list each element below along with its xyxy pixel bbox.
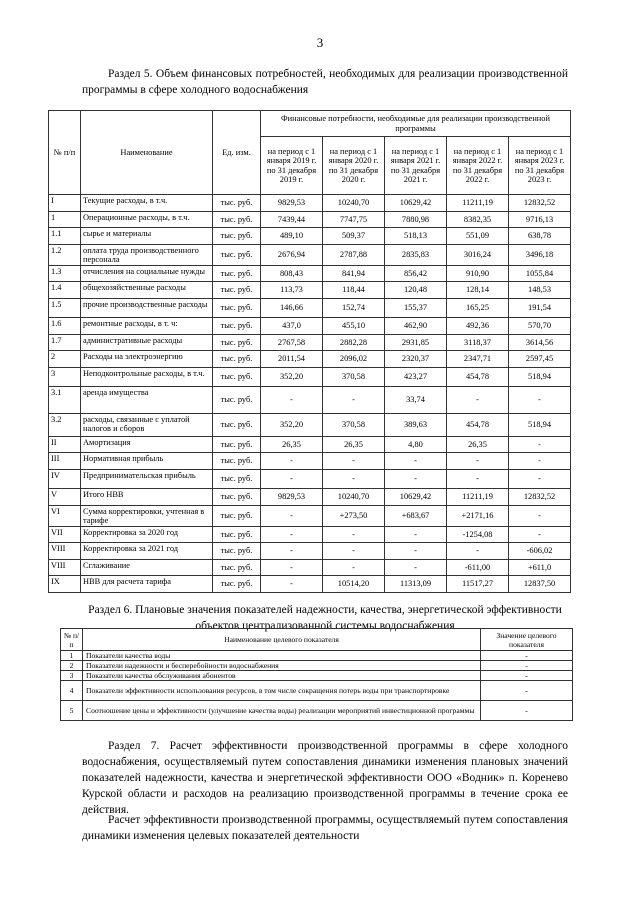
row-value: 841,94 xyxy=(323,265,385,282)
row-value: - xyxy=(323,453,385,470)
section6-title: Раздел 6. Плановые значения показателей надежности, качества, энергетической эффективности объектов централизованной системы водоснабжения xyxy=(88,604,562,632)
row-value: 10240,70 xyxy=(323,195,385,212)
row-name: Корректировка за 2020 год xyxy=(81,526,213,543)
row-value: 7747,75 xyxy=(323,211,385,228)
row-value: 551,09 xyxy=(447,228,509,245)
row-unit: тыс. руб. xyxy=(213,526,261,543)
row-name: Текущие расходы, в т.ч. xyxy=(81,195,213,212)
row-value: 3496,18 xyxy=(509,244,571,265)
row-value: - xyxy=(447,453,509,470)
row-value: - xyxy=(385,469,447,488)
row-value: - xyxy=(481,651,573,661)
row-unit: тыс. руб. xyxy=(213,386,261,413)
table-row xyxy=(49,298,571,317)
row-value: 1055,84 xyxy=(509,265,571,282)
row-name: Предпринимательская прибыль xyxy=(81,469,213,488)
row-number: 1.7 xyxy=(49,334,81,351)
row-unit: тыс. руб. xyxy=(213,334,261,351)
row-value: - xyxy=(261,526,323,543)
row-number: IX xyxy=(49,576,81,593)
row-value: 7880,98 xyxy=(385,211,447,228)
row-value: 148,53 xyxy=(509,282,571,299)
table-row xyxy=(61,651,573,661)
row-number: 1.4 xyxy=(49,282,81,299)
row-value: - xyxy=(323,386,385,413)
row-value: - xyxy=(481,671,573,681)
table-row xyxy=(49,576,571,593)
row-value: - xyxy=(447,543,509,560)
row-value: 8382,35 xyxy=(447,211,509,228)
row-value: +273,50 xyxy=(323,505,385,526)
row-name: общехозяйственные расходы xyxy=(81,282,213,299)
row-value: 370,58 xyxy=(323,367,385,386)
row-value: - xyxy=(481,661,573,671)
row-value: 11211,19 xyxy=(447,488,509,505)
table-row xyxy=(49,543,571,560)
table-row xyxy=(49,386,571,413)
row-unit: тыс. руб. xyxy=(213,367,261,386)
row-value: 518,94 xyxy=(509,367,571,386)
row-unit: тыс. руб. xyxy=(213,413,261,436)
table-row xyxy=(49,282,571,299)
row-unit: тыс. руб. xyxy=(213,244,261,265)
row-unit: тыс. руб. xyxy=(213,436,261,453)
row-value: - xyxy=(509,386,571,413)
row-value: 10240,70 xyxy=(323,488,385,505)
row-value: 10629,42 xyxy=(385,488,447,505)
row-value: - xyxy=(261,576,323,593)
row-value: - xyxy=(323,469,385,488)
table-row xyxy=(49,453,571,470)
row-name: Итого НВВ xyxy=(81,488,213,505)
table-row xyxy=(49,334,571,351)
table-row xyxy=(49,505,571,526)
row-name: Операционные расходы, в т.ч. xyxy=(81,211,213,228)
row-number: 3 xyxy=(49,367,81,386)
row-number: V xyxy=(49,488,81,505)
row-number: VI xyxy=(49,505,81,526)
row-value: 11313,09 xyxy=(385,576,447,593)
section5-title: Раздел 5. Объем финансовых потребностей, необходимых для реализации производственной программы в сфере холодного водоснабжения xyxy=(82,68,568,96)
row-value: 370,58 xyxy=(323,413,385,436)
row-value: 856,42 xyxy=(385,265,447,282)
row-number: 3.1 xyxy=(49,386,81,413)
row-value: 2767,58 xyxy=(261,334,323,351)
row-value: 808,43 xyxy=(261,265,323,282)
row-name: Показатели качества обслуживания абонентов xyxy=(83,671,481,681)
row-value: 423,27 xyxy=(385,367,447,386)
row-value: 2096,02 xyxy=(323,351,385,368)
row-value: 33,74 xyxy=(385,386,447,413)
row-value: 3614,56 xyxy=(509,334,571,351)
row-value: 191,54 xyxy=(509,298,571,317)
row-value: - xyxy=(509,505,571,526)
row-name: Показатели эффективности использования ресурсов, в том числе сокращения потерь воды при транспортировке xyxy=(83,681,481,701)
table-row xyxy=(49,436,571,453)
row-number: 1.3 xyxy=(49,265,81,282)
row-number: VIII xyxy=(49,559,81,576)
col-header-period: на период с 1 января 2023 г. по 31 декабря 2023 г. xyxy=(509,137,571,195)
row-name: Сглаживание xyxy=(81,559,213,576)
row-name: Амортизация xyxy=(81,436,213,453)
row-value: 2011,54 xyxy=(261,351,323,368)
row-value: 509,37 xyxy=(323,228,385,245)
row-value: - xyxy=(509,526,571,543)
table-row xyxy=(49,559,571,576)
row-value: - xyxy=(261,453,323,470)
col-header-num: № п/п xyxy=(61,629,83,651)
table-row xyxy=(61,661,573,671)
row-value: 9829,53 xyxy=(261,195,323,212)
table-row xyxy=(49,413,571,436)
table-row xyxy=(61,701,573,721)
row-value: 518,94 xyxy=(509,413,571,436)
row-value: 152,74 xyxy=(323,298,385,317)
row-value: - xyxy=(323,526,385,543)
row-value: 2931,85 xyxy=(385,334,447,351)
row-value: - xyxy=(481,681,573,701)
row-value: - xyxy=(447,386,509,413)
col-header-group: Финансовые потребности, необходимые для реализации производственной программы xyxy=(261,111,571,137)
row-number: III xyxy=(49,453,81,470)
row-value: - xyxy=(261,386,323,413)
row-value: 26,35 xyxy=(447,436,509,453)
row-value: 9829,53 xyxy=(261,488,323,505)
row-number: 1.5 xyxy=(49,298,81,317)
row-number: II xyxy=(49,436,81,453)
table-row xyxy=(49,195,571,212)
section7-paragraph: Раздел 7. Расчет эффективности производственной программы в сфере холодного водоснабжения, осуществляемый путем сопоставления динамики изменения плановых значений показателей надежности, качества и энергетической эффективности ООО «Водник» п. Коренево Курской области и расходов на реализацию производственной программы в течение срока ее действия. xyxy=(82,740,568,816)
row-value: 489,10 xyxy=(261,228,323,245)
row-unit: тыс. руб. xyxy=(213,488,261,505)
row-unit: тыс. руб. xyxy=(213,559,261,576)
section7-paragraph-2: Расчет эффективности производственной программы, осуществляемый путем сопоставления динамики изменения целевых показателей деятельности xyxy=(82,814,568,842)
row-value: 389,63 xyxy=(385,413,447,436)
row-value: 454,78 xyxy=(447,367,509,386)
row-value: +2171,16 xyxy=(447,505,509,526)
row-name: аренда имущества xyxy=(81,386,213,413)
row-unit: тыс. руб. xyxy=(213,576,261,593)
row-value: - xyxy=(261,559,323,576)
table-row xyxy=(49,469,571,488)
row-value: +683,67 xyxy=(385,505,447,526)
row-value: 12832,52 xyxy=(509,195,571,212)
table-row xyxy=(49,228,571,245)
row-value: 155,37 xyxy=(385,298,447,317)
row-name: отчисления на социальные нужды xyxy=(81,265,213,282)
row-value: 2320,37 xyxy=(385,351,447,368)
row-value: 455,10 xyxy=(323,317,385,334)
financial-needs-table xyxy=(48,110,571,593)
row-value: - xyxy=(385,453,447,470)
row-value: 352,20 xyxy=(261,413,323,436)
row-number: 4 xyxy=(61,681,83,701)
row-value: 26,35 xyxy=(261,436,323,453)
row-number: I xyxy=(49,195,81,212)
row-name: Соотношение цены и эффективности (улучшение качества воды) реализации мероприятий инвестиционной программы xyxy=(83,701,481,721)
row-name: Показатели надежности и бесперебойности водоснабжения xyxy=(83,661,481,671)
table-row xyxy=(49,526,571,543)
row-value: 454,78 xyxy=(447,413,509,436)
row-unit: тыс. руб. xyxy=(213,543,261,560)
table-row xyxy=(49,351,571,368)
row-value: 2347,71 xyxy=(447,351,509,368)
row-value: 570,70 xyxy=(509,317,571,334)
row-value: 638,78 xyxy=(509,228,571,245)
row-value: 118,44 xyxy=(323,282,385,299)
row-unit: тыс. руб. xyxy=(213,228,261,245)
row-value: 2835,83 xyxy=(385,244,447,265)
row-name: Неподконтрольные расходы, в т.ч. xyxy=(81,367,213,386)
table-row xyxy=(49,367,571,386)
row-value: 11211,19 xyxy=(447,195,509,212)
row-value: 146,66 xyxy=(261,298,323,317)
row-value: 437,0 xyxy=(261,317,323,334)
row-name: Корректировка за 2021 год xyxy=(81,543,213,560)
row-name: Нормативная прибыль xyxy=(81,453,213,470)
row-unit: тыс. руб. xyxy=(213,265,261,282)
row-value: -1254,08 xyxy=(447,526,509,543)
row-value: - xyxy=(509,453,571,470)
row-value: 113,73 xyxy=(261,282,323,299)
row-unit: тыс. руб. xyxy=(213,298,261,317)
row-number: 3.2 xyxy=(49,413,81,436)
row-value: - xyxy=(481,701,573,721)
row-unit: тыс. руб. xyxy=(213,282,261,299)
row-name: Показатели качества воды xyxy=(83,651,481,661)
table-row xyxy=(61,681,573,701)
row-name: НВВ для расчета тарифа xyxy=(81,576,213,593)
col-header-value: Значение целевого показателя xyxy=(481,629,573,651)
row-unit: тыс. руб. xyxy=(213,505,261,526)
row-name: ремонтные расходы, в т. ч: xyxy=(81,317,213,334)
table-row xyxy=(61,671,573,681)
row-value: - xyxy=(261,505,323,526)
row-value: 10514,20 xyxy=(323,576,385,593)
table-row xyxy=(49,488,571,505)
col-header-name: Наименование целевого показателя xyxy=(83,629,481,651)
row-number: 1 xyxy=(49,211,81,228)
row-number: VII xyxy=(49,526,81,543)
row-value: - xyxy=(261,469,323,488)
row-name: оплата труда производственного персонала xyxy=(81,244,213,265)
row-unit: тыс. руб. xyxy=(213,211,261,228)
col-header-num: № п/п xyxy=(49,111,81,195)
row-name: Сумма корректировки, учтенная в тарифе xyxy=(81,505,213,526)
row-number: 2 xyxy=(61,661,83,671)
row-unit: тыс. руб. xyxy=(213,351,261,368)
row-unit: тыс. руб. xyxy=(213,317,261,334)
row-value: 12832,52 xyxy=(509,488,571,505)
row-value: - xyxy=(509,436,571,453)
row-value: 10629,42 xyxy=(385,195,447,212)
row-name: сырье и материалы xyxy=(81,228,213,245)
row-value: -606,02 xyxy=(509,543,571,560)
target-indicators-table xyxy=(60,628,573,721)
table-row xyxy=(49,317,571,334)
page-number: 3 xyxy=(316,35,324,50)
col-header-period: на период с 1 января 2019 г. по 31 декабря 2019 г. xyxy=(261,137,323,195)
row-value: - xyxy=(261,543,323,560)
row-value: - xyxy=(385,559,447,576)
row-number: IV xyxy=(49,469,81,488)
row-value: 3118,37 xyxy=(447,334,509,351)
table-row xyxy=(49,265,571,282)
row-number: 1.2 xyxy=(49,244,81,265)
row-value: - xyxy=(447,469,509,488)
row-value: 2676,94 xyxy=(261,244,323,265)
row-value: 120,48 xyxy=(385,282,447,299)
row-value: 2787,88 xyxy=(323,244,385,265)
row-value: 910,90 xyxy=(447,265,509,282)
row-name: Расходы на электроэнергию xyxy=(81,351,213,368)
row-value: - xyxy=(509,469,571,488)
row-value: - xyxy=(323,559,385,576)
row-value: 2882,28 xyxy=(323,334,385,351)
row-value: 4,80 xyxy=(385,436,447,453)
row-number: 1.1 xyxy=(49,228,81,245)
row-name: прочие производственные расходы xyxy=(81,298,213,317)
row-number: 1.6 xyxy=(49,317,81,334)
row-number: 2 xyxy=(49,351,81,368)
row-unit: тыс. руб. xyxy=(213,469,261,488)
col-header-period: на период с 1 января 2021 г. по 31 декабря 2021 г. xyxy=(385,137,447,195)
row-value: 2597,45 xyxy=(509,351,571,368)
row-unit: тыс. руб. xyxy=(213,453,261,470)
row-value: 7439,44 xyxy=(261,211,323,228)
row-value: 518,13 xyxy=(385,228,447,245)
table-row xyxy=(49,244,571,265)
row-number: VIII xyxy=(49,543,81,560)
row-value: - xyxy=(385,543,447,560)
row-value: 352,20 xyxy=(261,367,323,386)
row-value: 26,35 xyxy=(323,436,385,453)
row-value: 462,90 xyxy=(385,317,447,334)
col-header-period: на период с 1 января 2020 г. по 31 декабря 2020 г. xyxy=(323,137,385,195)
row-value: -611,00 xyxy=(447,559,509,576)
row-value: +611,0 xyxy=(509,559,571,576)
row-value: 128,14 xyxy=(447,282,509,299)
row-name: административные расходы xyxy=(81,334,213,351)
col-header-unit: Ед. изм. xyxy=(213,111,261,195)
row-value: 12837,50 xyxy=(509,576,571,593)
row-value: - xyxy=(385,526,447,543)
row-value: - xyxy=(323,543,385,560)
row-value: 492,36 xyxy=(447,317,509,334)
row-number: 3 xyxy=(61,671,83,681)
row-value: 11517,27 xyxy=(447,576,509,593)
table-row xyxy=(49,211,571,228)
row-number: 5 xyxy=(61,701,83,721)
row-number: 1 xyxy=(61,651,83,661)
row-value: 165,25 xyxy=(447,298,509,317)
col-header-period: на период с 1 января 2022 г. по 31 декабря 2022 г. xyxy=(447,137,509,195)
row-name: расходы, связанные с уплатой налогов и сборов xyxy=(81,413,213,436)
col-header-name: Наименование xyxy=(81,111,213,195)
row-unit: тыс. руб. xyxy=(213,195,261,212)
row-value: 9716,13 xyxy=(509,211,571,228)
row-value: 3016,24 xyxy=(447,244,509,265)
